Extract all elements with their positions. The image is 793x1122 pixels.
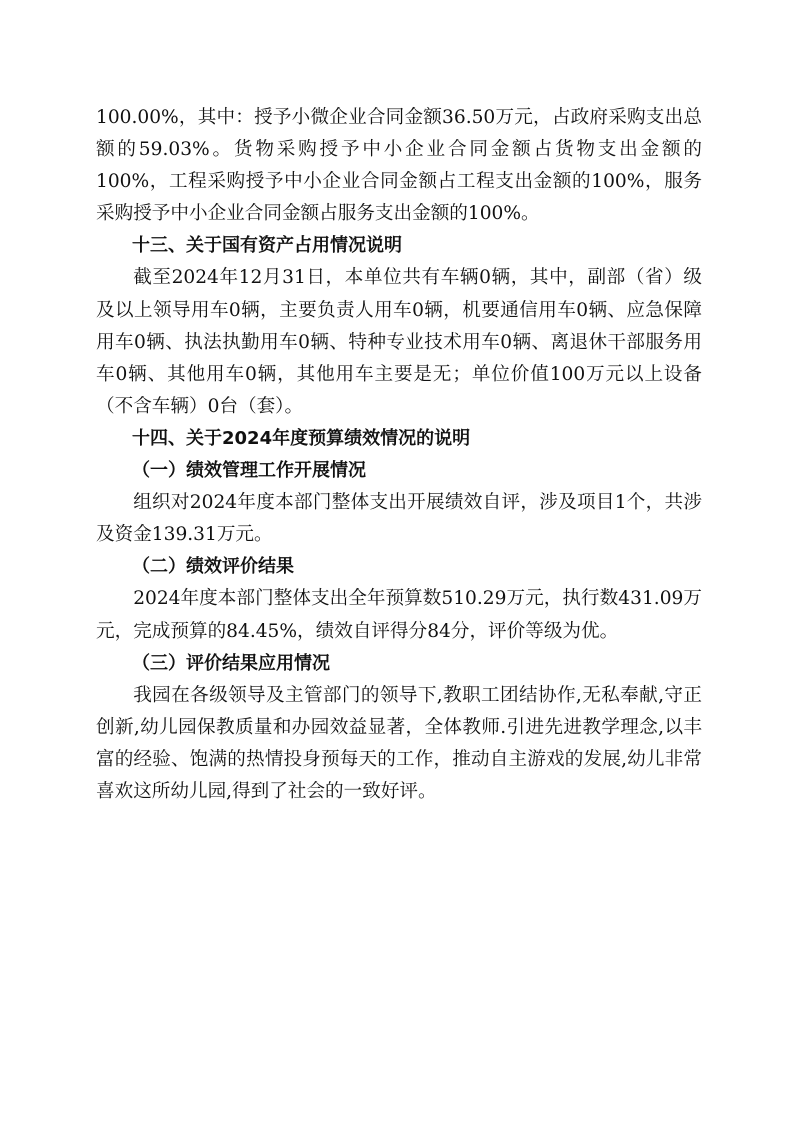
paragraph-result-application: 我园在各级领导及主管部门的领导下,教职工团结协作,无私奉献,守正创新,幼儿园保教质量和办园效益显著，全体教师.引进先进教学理念,以丰富的经验、饱满的热情投身预每天的工作，推动自主游戏的发展,幼儿非常喜欢这所幼儿园,得到了社会的一致好评。 bbox=[96, 684, 702, 802]
subheading-performance-management: （一）绩效管理工作开展情况 bbox=[132, 460, 366, 482]
section-heading-14: 十四、关于2024年度预算绩效情况的说明 bbox=[132, 427, 471, 449]
subheading-result-application: （三）评价结果应用情况 bbox=[132, 652, 330, 674]
paragraph-procurement-continued: 100.00%，其中：授予小微企业合同金额36.50万元，占政府采购支出总额的59.03%。货物采购授予中小企业合同金额占货物支出金额的100%，工程采购授予中小企业合同金额占工程支出金额的100%，服务采购授予中小企业合同金额占服务支出金额的100%。 bbox=[96, 107, 702, 225]
paragraph-performance-management: 组织对2024年度本部门整体支出开展绩效自评，涉及项目1个，共涉及资金139.31万元。 bbox=[96, 492, 702, 546]
document-page bbox=[96, 102, 702, 808]
paragraph-state-assets: 截至2024年12月31日，本单位共有车辆0辆，其中，副部（省）级及以上领导用车0辆，主要负责人用车0辆，机要通信用车0辆、应急保障用车0辆、执法执勤用车0辆、特种专业技术用车0辆、离退休干部服务用车0辆、其他用车0辆，其他用车主要是无；单位价值100万元以上设备（不含车辆）0台（套）。 bbox=[96, 267, 702, 417]
section-heading-13: 十三、关于国有资产占用情况说明 bbox=[132, 235, 402, 257]
paragraph-evaluation-result: 2024年度本部门整体支出全年预算数510.29万元，执行数431.09万元，完成预算的84.45%，绩效自评得分84分，评价等级为优。 bbox=[96, 588, 702, 642]
subheading-evaluation-result: （二）绩效评价结果 bbox=[132, 556, 294, 578]
